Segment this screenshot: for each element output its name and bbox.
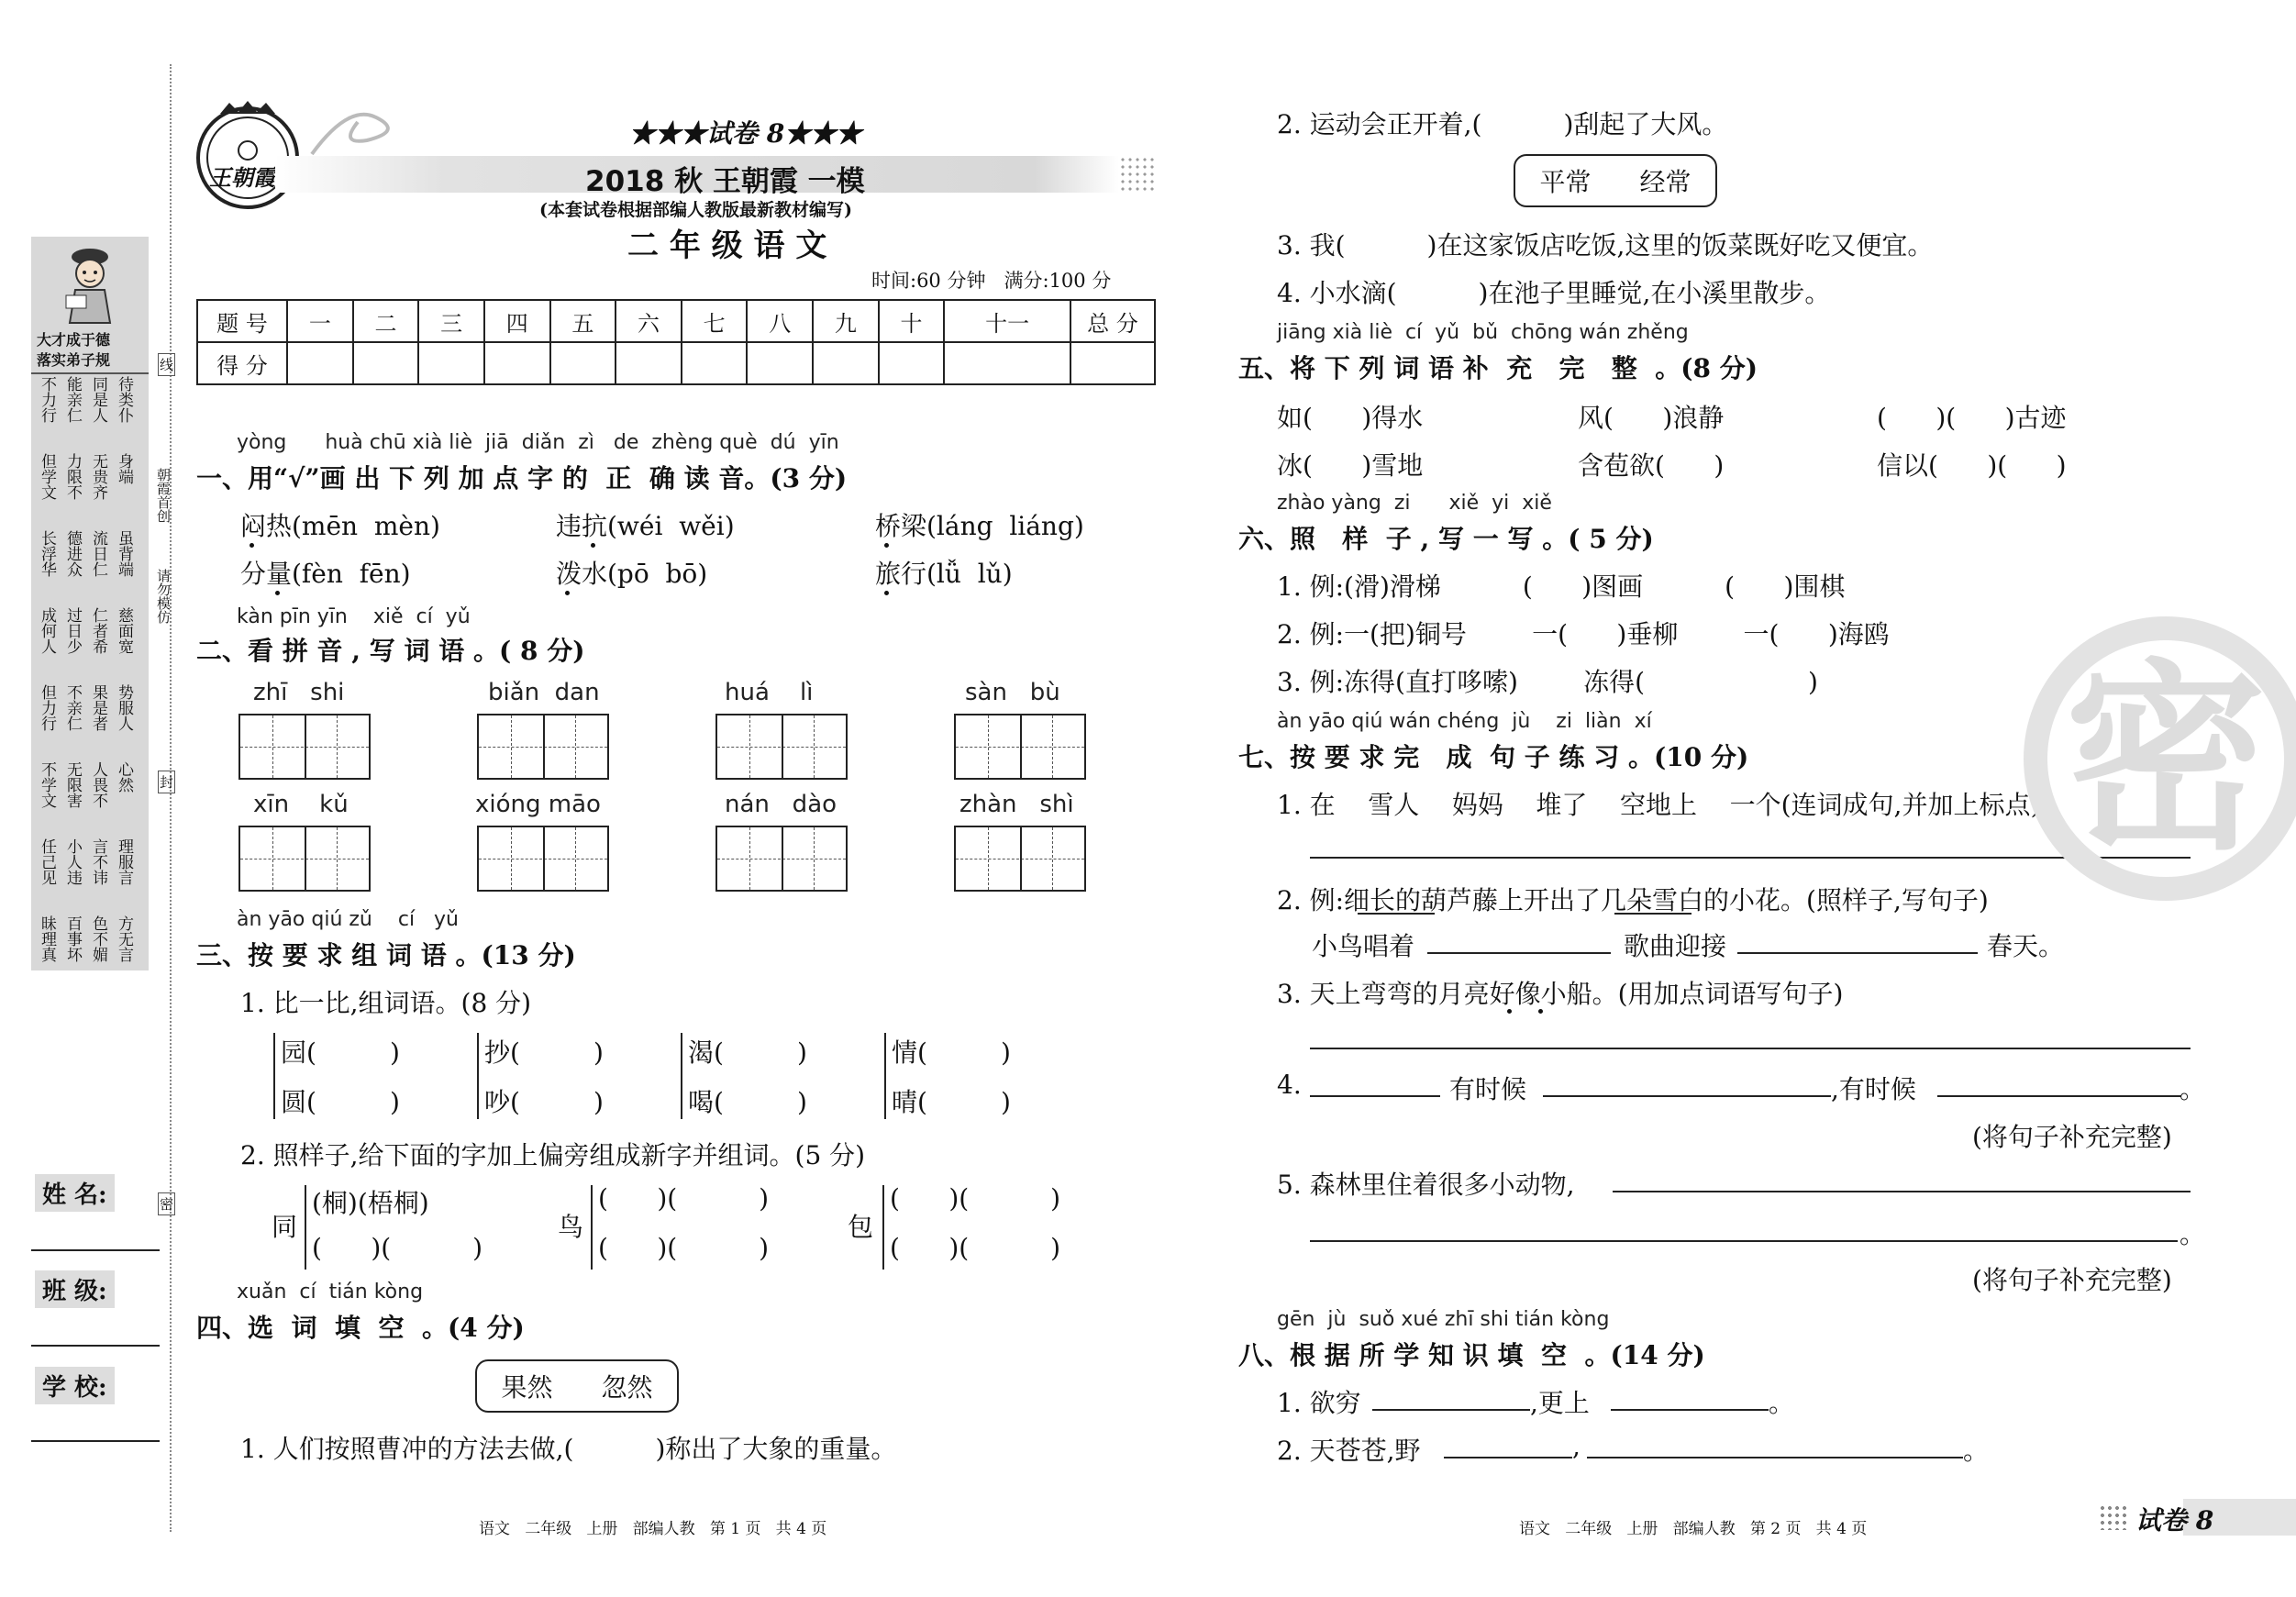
writing-grid[interactable] — [954, 826, 1086, 892]
motto-column: 色不媚 — [89, 915, 107, 962]
q3-pair-item: 圆( ) — [281, 1087, 400, 1117]
q5-pinyin: jiāng xià liè cí yǔ bǔ chōng wán zhěng — [1277, 321, 1689, 344]
motto-column: 任己见 — [38, 838, 56, 885]
q8-item-2-end: 。 — [1963, 1436, 1990, 1466]
q5-item: 冰( )雪地 — [1277, 450, 1424, 481]
q1-item: 桥梁(láng liáng) — [875, 511, 1084, 541]
answer-line[interactable] — [1310, 1095, 1440, 1097]
writing-grid[interactable] — [954, 714, 1086, 780]
name-field[interactable] — [31, 1249, 160, 1251]
radical-bracket — [882, 1185, 884, 1270]
answer-line[interactable] — [1613, 1191, 2191, 1192]
pair-bracket — [477, 1033, 479, 1119]
q2-word-pinyin: zhī shi — [253, 679, 345, 706]
answer-line[interactable] — [1310, 1048, 2191, 1049]
answer-line[interactable] — [1444, 1457, 1572, 1458]
motto-column: 成何人 — [38, 607, 56, 654]
q2-word-pinyin: zhàn shì — [959, 791, 1074, 818]
corner-dots — [2099, 1504, 2128, 1530]
q1-pinyin: yòng huà chū xià liè jiā diǎn zì de zhèng què dú yīn — [237, 431, 839, 454]
q7-item-5: 5. 森林里住着很多小动物, — [1277, 1170, 1575, 1200]
q3-base-char: 包 — [848, 1212, 874, 1242]
q1-item: 违抗(wéi wěi) — [556, 511, 735, 541]
score-table-header-row — [197, 300, 1155, 342]
radical-bracket — [305, 1185, 306, 1270]
q4-item-1: 1. 人们按照曹冲的方法去做,( )称出了大象的重量。 — [240, 1434, 897, 1464]
score-header-cell: 十一 — [944, 300, 1070, 342]
score-header-cell: 十 — [879, 300, 945, 342]
q7-item-2b-3: 春天。 — [1987, 931, 2065, 961]
motto-column: 虽背端 — [115, 530, 133, 577]
motto-column: 能亲仁 — [63, 376, 82, 423]
q1-item: 泼水(pō bō) — [556, 559, 708, 589]
q8-title: 八、根 据 所 学 知 识 填 空 。(14 分) — [1238, 1340, 1705, 1370]
binding-line — [170, 64, 172, 1532]
q4-pinyin: xuǎn cí tián kòng — [237, 1281, 424, 1303]
writing-grid[interactable] — [715, 826, 848, 892]
writing-grid[interactable] — [477, 826, 609, 892]
q1-title: 一、用“√”画 出 下 列 加 点 字 的 正 确 读 音。(3 分) — [196, 463, 848, 494]
q5-item: 如( )得水 — [1277, 403, 1424, 433]
radical-bracket — [591, 1185, 593, 1270]
score-row-label: 得 分 — [197, 342, 287, 384]
q8-item-1-a: 1. 欲穷 — [1277, 1388, 1361, 1418]
score-header-cell: 四 — [484, 300, 550, 342]
watermark-char: 密 — [2064, 639, 2267, 877]
motto-column: 仁者希 — [89, 607, 107, 654]
score-cell[interactable] — [944, 342, 1070, 384]
school-label: 学 校: — [35, 1367, 115, 1404]
motto-column: 流日仁 — [89, 530, 107, 577]
q8-item-1-b: ,更上 — [1530, 1388, 1590, 1418]
motto-column: 言不讳 — [89, 838, 107, 885]
subject-title: 二 年 级 语 文 — [627, 227, 827, 264]
q7-item-2: 2. 例:细长的葫芦藤上开出了几朵雪白的小花。(照样子,写句子) — [1277, 885, 1989, 915]
q4-word-box — [475, 1359, 679, 1413]
class-field[interactable] — [31, 1345, 160, 1347]
pair-bracket — [884, 1033, 886, 1119]
watermark-seal — [2024, 616, 2296, 901]
q3-pair-item: 吵( ) — [484, 1087, 604, 1117]
q5-item: 含苞欲( ) — [1578, 450, 1725, 481]
logo-text: 王朝霞 — [209, 164, 275, 191]
name-label: 姓 名: — [35, 1174, 115, 1212]
motto-column: 理服言 — [115, 838, 133, 885]
q8-pinyin: gēn jù suǒ xué zhī shi tián kòng — [1277, 1308, 1610, 1331]
title-bar-dots — [1119, 156, 1156, 193]
q2-pinyin: kàn pīn yīn xiě cí yǔ — [237, 605, 471, 628]
q3-char2-row1: ( )( ) — [598, 1183, 770, 1214]
motto-column: 过日少 — [63, 607, 82, 654]
score-header-cell: 六 — [616, 300, 682, 342]
q3-pair-item: 情( ) — [892, 1037, 1011, 1068]
emphasis-dot — [1507, 1009, 1512, 1014]
q3-pair-item: 喝( ) — [688, 1087, 807, 1117]
motto-column: 无贵齐 — [89, 453, 107, 500]
q1-item: 闷热(mēn mèn) — [240, 511, 440, 541]
q7-hint: (将句子补充完整) — [1972, 1122, 2172, 1152]
motto-column: 不力行 — [38, 376, 56, 423]
score-header-cell: 题 号 — [197, 300, 287, 342]
answer-line[interactable] — [1937, 1095, 2181, 1097]
q7-item-5-end: 。 — [2180, 1219, 2206, 1249]
q3-pair-item: 晴( ) — [892, 1087, 1011, 1117]
motto-column: 不亲仁 — [63, 684, 82, 731]
underline-mark — [1614, 913, 1691, 915]
answer-line[interactable] — [1611, 1409, 1769, 1411]
emphasis-dot — [1538, 1009, 1543, 1014]
motto-column: 不学文 — [38, 761, 56, 808]
motto-column: 心然 — [115, 761, 133, 793]
q3-pair-item: 园( ) — [281, 1037, 400, 1068]
answer-line[interactable] — [1310, 857, 2191, 859]
footer-right: 语文 二年级 上册 部编人教 第 2 页 共 4 页 — [1519, 1520, 1868, 1538]
motto-column: 德进众 — [63, 530, 82, 577]
motto-column: 百事坏 — [63, 915, 82, 962]
vertical-note-1: 朝霞首创 — [155, 468, 172, 523]
q2-word-pinyin: huá lì — [725, 679, 814, 706]
q4-word-option: 果然 — [501, 1372, 553, 1403]
q2-word-pinyin: nán dào — [725, 791, 837, 818]
q5-item: 信以( )( ) — [1877, 450, 2067, 481]
motto-column: 方无言 — [115, 915, 133, 962]
seal-mark-3: 密 — [158, 1192, 175, 1215]
q3-char3-row2: ( )( ) — [890, 1233, 1061, 1263]
writing-grid[interactable] — [238, 714, 371, 780]
motto-column: 待类仆 — [115, 376, 133, 423]
q4-item-3: 3. 我( )在这家饭店吃饭,这里的饭菜既好吃又便宜。 — [1277, 230, 1934, 261]
time-info: 时间:60 分钟 满分:100 分 — [871, 270, 1112, 292]
motto-column: 小人违 — [63, 838, 82, 885]
score-header-cell: 总 分 — [1070, 300, 1155, 342]
writing-grid[interactable] — [477, 714, 609, 780]
q3-title: 三、按 要 求 组 词 语 。(13 分) — [196, 940, 576, 970]
q6-item: 1. 例:(滑)滑梯 ( )图画 ( )围棋 — [1277, 571, 1846, 602]
motto-title-1: 大才成于德 — [37, 331, 111, 349]
q3-sub2: 2. 照样子,给下面的字加上偏旁组成新字并组词。(5 分) — [240, 1140, 866, 1170]
motto-column: 人畏不 — [89, 761, 107, 808]
exam-subtitle: (本套试卷根据部编人教版最新教材编写) — [539, 200, 852, 220]
q2-title: 二、看 拼 音 , 写 词 语 。( 8 分) — [196, 636, 585, 666]
q7-pinyin: àn yāo qiú wán chéng jù zi liàn xí — [1277, 710, 1652, 733]
q7-hint-2: (将句子补充完整) — [1972, 1265, 2172, 1295]
q3-char1-row1: (桐)(梧桐) — [312, 1188, 429, 1218]
scholar-illustration — [53, 242, 127, 325]
motto-column: 昧理真 — [38, 915, 56, 962]
q4-word-option: 经常 — [1639, 167, 1691, 197]
q8-item-2-b: , — [1572, 1431, 1581, 1461]
q7-title: 七、按 要 求 完 成 句 子 练 习 。(10 分) — [1238, 742, 1749, 772]
q5-item: 风( )浪静 — [1578, 403, 1725, 433]
test-number: ★★★试卷 8★★★ — [629, 118, 862, 149]
q4-word-box-2 — [1514, 154, 1717, 207]
q7-item-2b-1: 小鸟唱着 — [1312, 931, 1415, 961]
q8-item-1-end: 。 — [1769, 1388, 1795, 1418]
motto-column: 果是者 — [89, 684, 107, 731]
q7-item-3: 3. 天上弯弯的月亮好像小船。(用加点词语写句子) — [1277, 979, 1844, 1009]
q4-word-option: 忽然 — [601, 1372, 653, 1403]
score-header-cell: 七 — [682, 300, 748, 342]
motto-column: 力限不 — [63, 453, 82, 500]
score-header-cell: 二 — [353, 300, 419, 342]
q7-item-1: 1. 在 雪人 妈妈 堆了 空地上 一个(连词成句,并加上标点) — [1277, 790, 2041, 820]
score-table-score-row — [197, 342, 1155, 384]
exam-title: 2018 秋 王朝霞 一模 — [585, 165, 865, 198]
q2-word-pinyin: biǎn dan — [488, 679, 600, 706]
q2-word-pinyin: sàn bù — [965, 679, 1060, 706]
q3-base-char: 鸟 — [558, 1212, 584, 1242]
q6-title: 六、照 样 子 , 写 一 写 。( 5 分) — [1238, 524, 1654, 554]
motto-column: 身端 — [115, 453, 133, 484]
q3-char2-row2: ( )( ) — [598, 1233, 770, 1263]
q2-word-pinyin: xióng māo — [475, 791, 601, 818]
answer-line[interactable] — [1310, 1240, 2178, 1242]
score-cell[interactable] — [484, 342, 550, 384]
pair-bracket — [681, 1033, 682, 1119]
q3-pinyin: àn yāo qiú zǔ cí yǔ — [237, 908, 459, 931]
motto-column: 但学文 — [38, 453, 56, 500]
motto-title-2: 落实弟子规 — [37, 351, 111, 369]
writing-grid[interactable] — [715, 714, 848, 780]
q7-item-4-b: ,有时候 — [1831, 1074, 1916, 1104]
score-header-cell: 三 — [418, 300, 484, 342]
score-cell[interactable] — [353, 342, 419, 384]
q7-item-4-num: 4. — [1277, 1070, 1302, 1100]
q7-item-4-a: 有时候 — [1449, 1074, 1527, 1104]
q1-item: 旅行(lǚ lǔ) — [875, 559, 1013, 589]
motto-column: 慈面宽 — [115, 607, 133, 654]
underline-mark — [1358, 913, 1435, 915]
q5-item: ( )( )古迹 — [1877, 403, 2067, 433]
emphasis-dot — [884, 591, 889, 595]
emphasis-dot — [250, 543, 254, 548]
writing-grid[interactable] — [238, 826, 371, 892]
score-header-cell: 一 — [287, 300, 353, 342]
q5-title: 五、将 下 列 词 语 补 充 完 整 。(8 分) — [1238, 353, 1758, 383]
score-cell[interactable] — [879, 342, 945, 384]
q6-item: 3. 例:冻得(直打哆嗦) 冻得( ) — [1277, 667, 1818, 697]
q4-title: 四、选 词 填 空 。(4 分) — [196, 1313, 525, 1343]
score-table — [196, 299, 1156, 385]
q3-sub1: 1. 比一比,组词语。(8 分) — [240, 988, 532, 1018]
q4-item-4: 4. 小水滴( )在池子里睡觉,在小溪里散步。 — [1277, 278, 1831, 308]
answer-line[interactable] — [1427, 952, 1611, 954]
q3-base-char: 同 — [272, 1212, 298, 1242]
score-header-cell: 八 — [747, 300, 813, 342]
q3-char3-row1: ( )( ) — [890, 1183, 1061, 1214]
q7-item-4-end: 。 — [2180, 1074, 2206, 1104]
score-header-cell: 九 — [813, 300, 879, 342]
score-cell[interactable] — [418, 342, 484, 384]
vertical-note-2: 请勿模仿 — [155, 569, 172, 624]
score-cell[interactable] — [813, 342, 879, 384]
score-cell[interactable] — [550, 342, 616, 384]
motto-sidebar — [31, 237, 149, 970]
score-header-cell: 五 — [550, 300, 616, 342]
q3-pair-item: 抄( ) — [484, 1037, 604, 1068]
emphasis-dot — [275, 591, 280, 595]
q8-item-2-a: 2. 天苍苍,野 — [1277, 1436, 1421, 1466]
q3-char1-row2: ( )( ) — [312, 1233, 483, 1263]
q3-pair-item: 渴( ) — [688, 1037, 807, 1068]
school-field[interactable] — [31, 1440, 160, 1442]
score-cell[interactable] — [616, 342, 682, 384]
score-cell[interactable] — [1070, 342, 1155, 384]
seal-mark-2: 封 — [158, 771, 175, 793]
emphasis-dot — [591, 543, 595, 548]
pair-bracket — [273, 1033, 275, 1119]
q7-item-2b-2: 歌曲迎接 — [1624, 931, 1727, 961]
motto-column: 同是人 — [89, 376, 107, 423]
motto-column: 长浮华 — [38, 530, 56, 577]
q6-item: 2. 例:一(把)铜号 一( )垂柳 一( )海鸥 — [1277, 619, 1890, 649]
answer-line[interactable] — [1737, 952, 1978, 954]
motto-column: 无限害 — [63, 761, 82, 808]
emphasis-dot — [884, 543, 889, 548]
answer-line[interactable] — [1372, 1409, 1530, 1411]
q4-item-2: 2. 运动会正开着,( )刮起了大风。 — [1277, 109, 1728, 139]
score-cell[interactable] — [747, 342, 813, 384]
q4-word-option: 平常 — [1539, 167, 1592, 197]
q2-word-pinyin: xīn kǔ — [253, 791, 349, 818]
answer-line[interactable] — [1587, 1457, 1963, 1458]
answer-line[interactable] — [1543, 1095, 1831, 1097]
seal-mark-1: 线 — [158, 353, 175, 376]
emphasis-dot — [565, 591, 570, 595]
score-cell[interactable] — [682, 342, 748, 384]
score-cell[interactable] — [287, 342, 353, 384]
q6-pinyin: zhào yàng zi xiě yi xiě — [1277, 492, 1552, 515]
footer-left: 语文 二年级 上册 部编人教 第 1 页 共 4 页 — [479, 1520, 827, 1538]
motto-column: 势服人 — [115, 684, 133, 731]
corner-label: 试卷 8 — [2135, 1505, 2214, 1536]
class-label: 班 级: — [35, 1270, 115, 1308]
motto-verses — [39, 376, 145, 963]
q1-item: 分量(fèn fēn) — [240, 559, 411, 589]
motto-column: 但力行 — [38, 684, 56, 731]
